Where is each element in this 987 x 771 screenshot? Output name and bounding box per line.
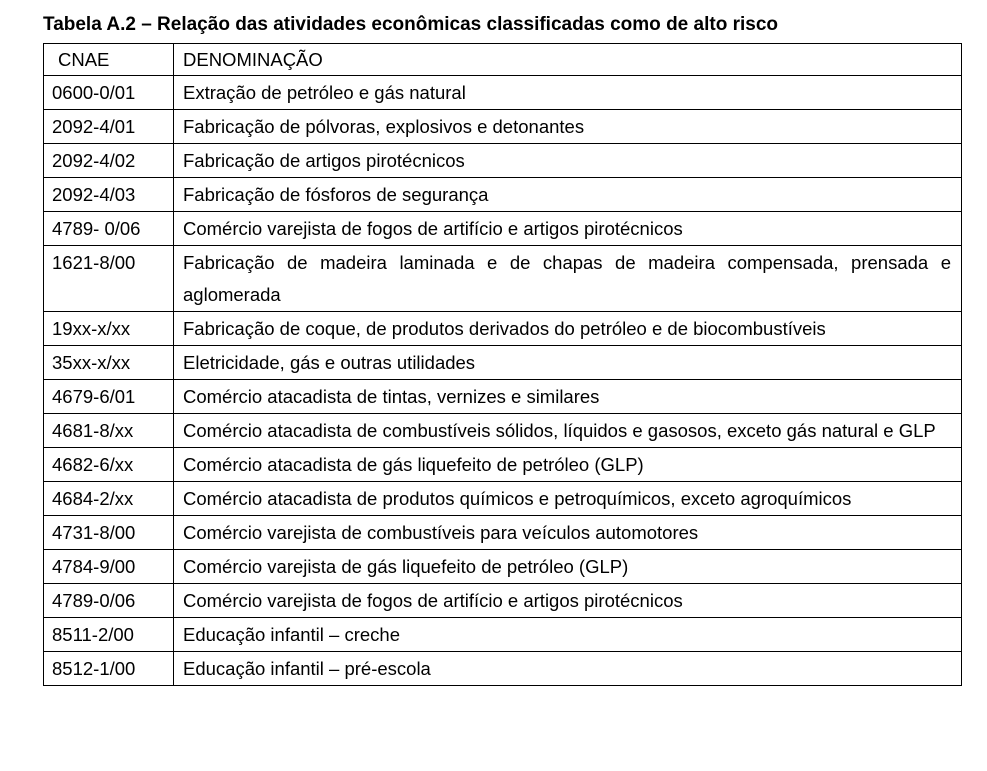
cnae-code: 4789- 0/06 (44, 212, 174, 246)
activity-description: Educação infantil – pré-escola (174, 652, 962, 686)
activity-description: Fabricação de madeira laminada e de chapas de madeira compensada, prensada e aglomerada (174, 246, 962, 312)
activity-description: Comércio varejista de fogos de artifício e artigos pirotécnicos (174, 584, 962, 618)
activity-description: Comércio atacadista de produtos químicos e petroquímicos, exceto agroquímicos (174, 482, 962, 516)
table-row (44, 448, 962, 482)
header-cnae: CNAE (44, 44, 174, 76)
activity-description: Extração de petróleo e gás natural (174, 76, 962, 110)
activity-description: Comércio varejista de fogos de artifício e artigos pirotécnicos (174, 212, 962, 246)
header-denominacao: DENOMINAÇÃO (174, 44, 962, 76)
cnae-code: 2092-4/01 (44, 110, 174, 144)
cnae-code: 4682-6/xx (44, 448, 174, 482)
table-row (44, 346, 962, 380)
activity-description: Comércio atacadista de gás liquefeito de petróleo (GLP) (174, 448, 962, 482)
table-row (44, 652, 962, 686)
cnae-code: 0600-0/01 (44, 76, 174, 110)
table-row (44, 414, 962, 448)
activity-description: Comércio varejista de combustíveis para veículos automotores (174, 516, 962, 550)
activity-description: Comércio atacadista de tintas, vernizes e similares (174, 380, 962, 414)
table-row (44, 110, 962, 144)
activity-description: Fabricação de pólvoras, explosivos e detonantes (174, 110, 962, 144)
cnae-code: 19xx-x/xx (44, 312, 174, 346)
cnae-code: 8512-1/00 (44, 652, 174, 686)
table-row (44, 312, 962, 346)
cnae-code: 4731-8/00 (44, 516, 174, 550)
cnae-code: 2092-4/03 (44, 178, 174, 212)
cnae-code: 1621-8/00 (44, 246, 174, 312)
table-row (44, 584, 962, 618)
cnae-code: 4789-0/06 (44, 584, 174, 618)
table-row (44, 246, 962, 312)
activity-description: Eletricidade, gás e outras utilidades (174, 346, 962, 380)
table-row (44, 380, 962, 414)
cnae-code: 4784-9/00 (44, 550, 174, 584)
activity-description: Fabricação de fósforos de segurança (174, 178, 962, 212)
cnae-code: 35xx-x/xx (44, 346, 174, 380)
table-row (44, 212, 962, 246)
cnae-code: 8511-2/00 (44, 618, 174, 652)
cnae-code: 4684-2/xx (44, 482, 174, 516)
activity-description: Educação infantil – creche (174, 618, 962, 652)
table-header-row (44, 44, 962, 76)
cnae-code: 2092-4/02 (44, 144, 174, 178)
table-row (44, 618, 962, 652)
table-row (44, 550, 962, 584)
activities-table (43, 43, 962, 686)
table-row (44, 76, 962, 110)
table-row (44, 516, 962, 550)
activity-description: Fabricação de artigos pirotécnicos (174, 144, 962, 178)
activity-description: Comércio varejista de gás liquefeito de petróleo (GLP) (174, 550, 962, 584)
table-row (44, 144, 962, 178)
activity-description: Comércio atacadista de combustíveis sólidos, líquidos e gasosos, exceto gás natural e GLP (174, 414, 962, 448)
cnae-code: 4681-8/xx (44, 414, 174, 448)
activity-description: Fabricação de coque, de produtos derivados do petróleo e de biocombustíveis (174, 312, 962, 346)
table-row (44, 178, 962, 212)
cnae-code: 4679-6/01 (44, 380, 174, 414)
table-row (44, 482, 962, 516)
table-caption: Tabela A.2 – Relação das atividades econômicas classificadas como de alto risco (43, 14, 778, 35)
